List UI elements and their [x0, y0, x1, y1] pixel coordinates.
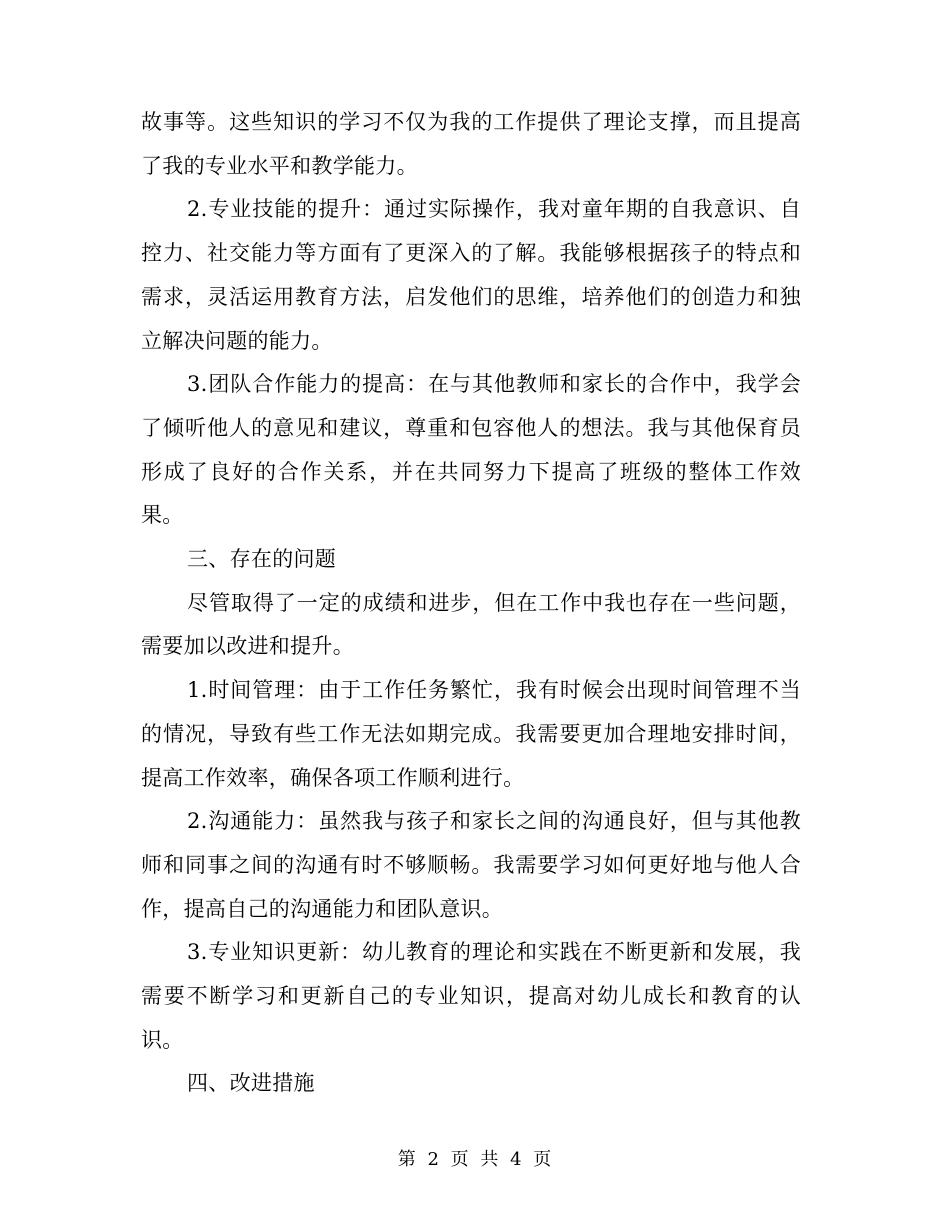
paragraph-item-1-time: 1.时间管理：由于工作任务繁忙，我有时候会出现时间管理不当的情况，导致有些工作无法如期完成。我需要更加合理地安排时间，提高工作效率，确保各项工作顺利进行。: [141, 678, 801, 790]
paragraph-item-2-communication: 2.沟通能力：虽然我与孩子和家长之间的沟通良好，但与其他教师和同事之间的沟通有时不够顺畅。我需要学习如何更好地与他人合作，提高自己的沟通能力和团队意识。: [141, 809, 801, 921]
paragraph-item-3-knowledge: 3.专业知识更新：幼儿教育的理论和实践在不断更新和发展，我需要不断学习和更新自己的专业知识，提高对幼儿成长和教育的认识。: [141, 940, 801, 1052]
paragraph-problems-intro: 尽管取得了一定的成绩和进步，但在工作中我也存在一些问题，需要加以改进和提升。: [141, 590, 801, 659]
page-number-footer: 第 2 页 共 4 页: [397, 1149, 553, 1170]
section-heading-improvements: 四、改进措施: [187, 1071, 315, 1096]
paragraph-item-3-teamwork: 3.团队合作能力的提高：在与其他教师和家长的合作中，我学会了倾听他人的意见和建议，尊重和包容他人的想法。我与其他保育员形成了良好的合作关系，并在共同努力下提高了班级的整体工作效果。: [141, 372, 801, 528]
document-body: [141, 101, 801, 1106]
section-heading-problems: 三、存在的问题: [187, 547, 337, 572]
paragraph-item-2-skills: 2.专业技能的提升：通过实际操作，我对童年期的自我意识、自控力、社交能力等方面有了更深入的了解。我能够根据孩子的特点和需求，灵活运用教育方法，启发他们的思维，培养他们的创造力和独立解决问题的能力。: [141, 197, 801, 353]
paragraph-continued: 故事等。这些知识的学习不仅为我的工作提供了理论支撑，而且提高了我的专业水平和教学能力。: [141, 110, 801, 178]
